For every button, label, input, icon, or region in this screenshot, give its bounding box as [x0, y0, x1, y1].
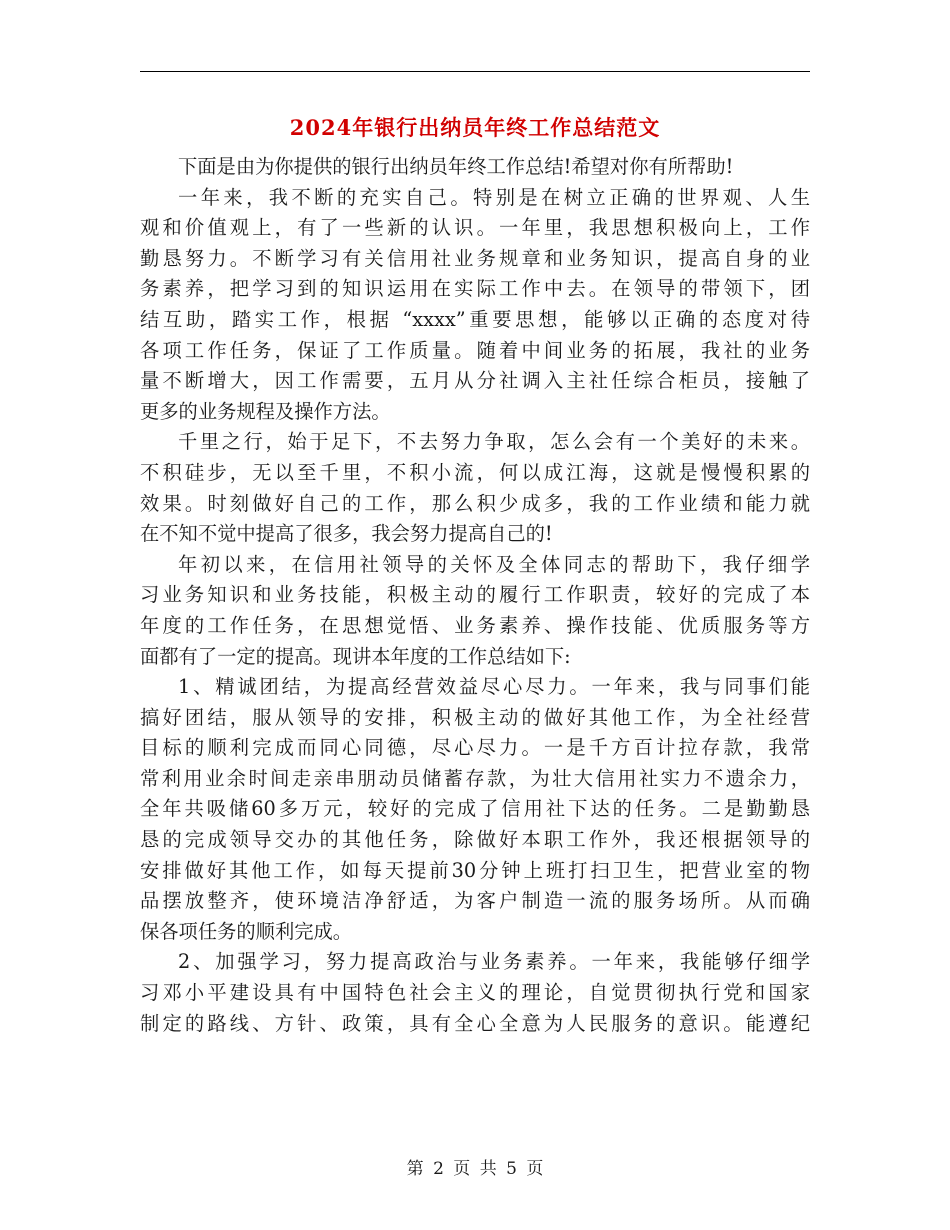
text-line: 目标的顺利完成而同心同德，尽心尽力。一是千方百计拉存款，我常	[140, 736, 810, 760]
text-line: 面都有了一定的提高。现讲本年度的工作总结如下:	[140, 644, 571, 668]
text-line: 安排做好其他工作，如每天提前30分钟上班打扫卫生，把营业室的物	[140, 858, 810, 882]
text-line: 制定的路线、方针、政策，具有全心全意为人民服务的意识。能遵纪	[140, 1011, 810, 1035]
text-line: 品摆放整齐，使环境洁净舒适，为客户制造一流的服务场所。从而确	[140, 889, 810, 913]
text-line: 千里之行，始于足下，不去努力争取，怎么会有一个美好的未来。	[178, 430, 810, 454]
text-line: 常利用业余时间走亲串朋动员储蓄存款，为壮大信用社实力不遗余力，	[140, 766, 810, 790]
text-line: 下面是由为你提供的银行出纳员年终工作总结!希望对你有所帮助!	[178, 155, 734, 178]
text-line: 习邓小平建设具有中国特色社会主义的理论，自觉贯彻执行党和国家	[140, 981, 810, 1005]
text-line: 观和价值观上，有了一些新的认识。一年里，我思想积极向上，工作	[140, 216, 810, 240]
text-line: 恳的完成领导交办的其他任务，除做好本职工作外，我还根据领导的	[140, 828, 810, 852]
text-line: 保各项任务的顺利完成。	[140, 919, 353, 943]
text-line: 量不断增大，因工作需要，五月从分社调入主社任综合柜员，接触了	[140, 369, 810, 393]
page-number-footer: 第 2 页 共 5 页	[406, 1159, 544, 1179]
text-line: 年初以来，在信用社领导的关怀及全体同志的帮助下，我仔细学	[178, 552, 810, 576]
text-line: 一年来，我不断的充实自己。特别是在树立正确的世界观、人生	[178, 185, 810, 209]
text-line: 不积硅步，无以至千里，不积小流，何以成江海，这就是慢慢积累的	[140, 460, 810, 484]
text-line: 更多的业务规程及操作方法。	[140, 399, 391, 423]
header-rule	[140, 71, 810, 72]
text-line: 年度的工作任务，在思想觉悟、业务素养、操作技能、优质服务等方	[140, 613, 810, 637]
text-line: 搞好团结，服从领导的安排，积极主动的做好其他工作，为全社经营	[140, 705, 810, 729]
text-line: 习业务知识和业务技能，积极主动的履行工作职责，较好的完成了本	[140, 583, 810, 607]
text-line: 勤恳努力。不断学习有关信用社业务规章和业务知识，提高自身的业	[140, 246, 810, 270]
document-title: 2024年银行出纳员年终工作总结范文	[289, 115, 661, 140]
text-line: 全年共吸储60多万元，较好的完成了信用社下达的任务。二是勤勤恳	[140, 797, 810, 821]
text-line: 1、精诚团结，为提高经营效益尽心尽力。一年来，我与同事们能	[178, 675, 810, 699]
text-line: 效果。时刻做好自己的工作，那么积少成多，我的工作业绩和能力就	[140, 491, 810, 515]
text-line: 在不知不觉中提高了很多，我会努力提高自己的!	[140, 522, 553, 546]
text-line: 2、加强学习，努力提高政治与业务素养。一年来，我能够仔细学	[178, 950, 810, 974]
text-line: 务素养，把学习到的知识运用在实际工作中去。在领导的带领下，团	[140, 277, 810, 301]
document-body	[140, 152, 810, 1039]
text-line: 结互助，踏实工作，根据 “xxxx”重要思想，能够以正确的态度对待	[140, 307, 810, 331]
text-line: 各项工作任务，保证了工作质量。随着中间业务的拓展，我社的业务	[140, 338, 810, 362]
